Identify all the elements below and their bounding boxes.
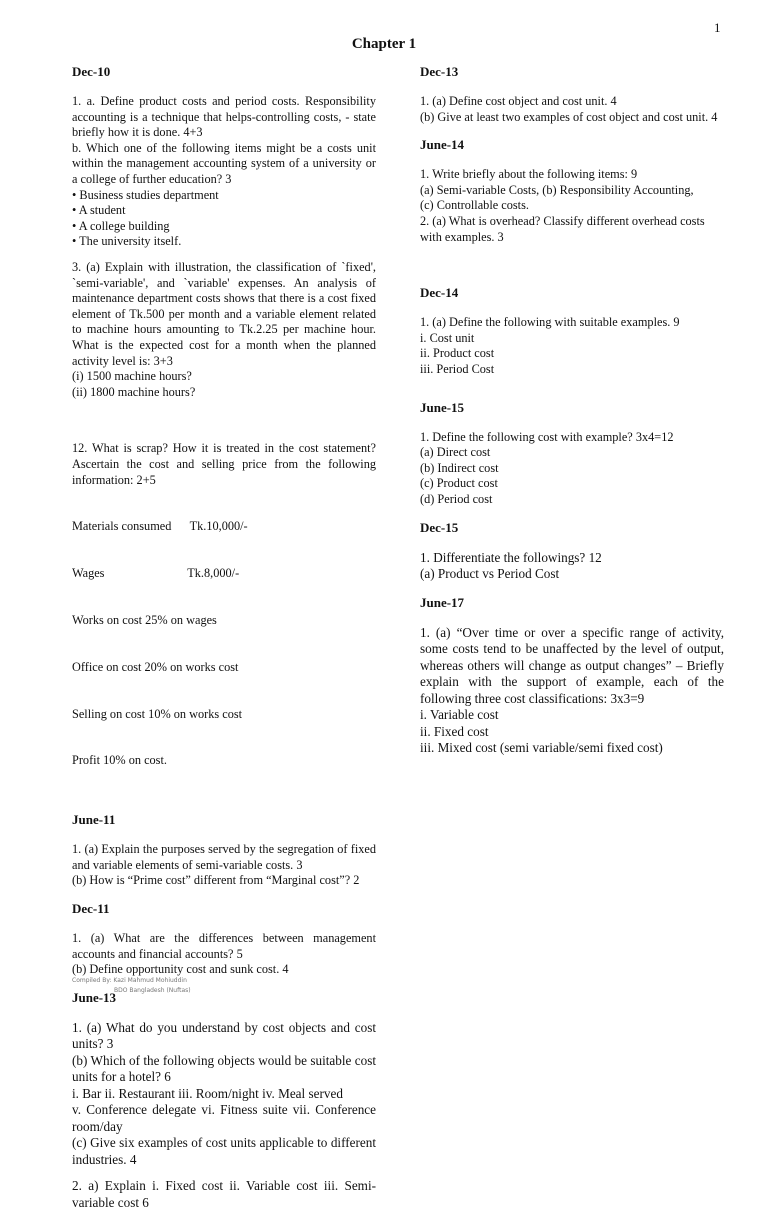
question-text: 1. (a) Define the following with suitable examples. 9 <box>420 315 680 330</box>
question-text: 1. Differentiate the followings? 12 <box>420 549 602 565</box>
question-text: (b) Give at least two examples of cost object and cost unit. 4 <box>420 109 718 124</box>
left-column <box>72 64 376 1223</box>
question-text: i. Bar ii. Restaurant iii. Room/night iv. Meal served <box>72 1085 343 1101</box>
question-block <box>420 625 724 757</box>
question-text: 2. a) Explain i. Fixed cost ii. Variable cost iii. Semi-variable cost 6 <box>72 1178 376 1210</box>
list-item: (a) Direct cost <box>420 445 491 460</box>
question-text: b. Which one of the following items might be a costs unit within the management accounting system of a university or a college of further education? 3 <box>72 140 376 186</box>
list-item: • The university itself. <box>72 234 182 249</box>
question-text: (ii) 1800 machine hours? <box>72 384 196 399</box>
question-block <box>420 430 724 508</box>
list-item: iii. Mixed cost (semi variable/semi fixed cost) <box>420 740 663 755</box>
section-heading: June-13 <box>72 989 117 1005</box>
section-heading: Dec-11 <box>72 900 110 916</box>
cost-item: Selling on cost 10% on works cost <box>72 706 243 721</box>
question-block <box>72 931 376 978</box>
question-block <box>72 1178 376 1211</box>
list-item: i. Variable cost <box>420 707 499 722</box>
question-block <box>72 410 376 800</box>
question-block <box>72 94 376 250</box>
list-item: ii. Fixed cost <box>420 723 489 739</box>
question-text: 3. (a) Explain with illustration, the classification of `fixed', `semi-variable', and `variable' expenses. An analysis of maintenance department costs shows that there is a cost fixed element of Tk.500 per month and a variable element related to machine hours amounting to Tk.2.25 per machine hour. What is the expected cost for a month when the planned activity level is: 3+3 <box>72 259 376 368</box>
question-text: (b) Which of the following objects would be suitable cost units for a hotel? 6 <box>72 1052 376 1085</box>
question-text: 1. (a) Define cost object and cost unit. 4 <box>420 94 617 108</box>
footer-line: Compiled By: Kazi Mahmud Mohiuddin <box>72 977 187 984</box>
question-text: 1. (a) “Over time or over a specific range of activity, some costs tend to be unaffected by the level of output, whereas others will change as output changes” – Briefly explain with the support of example, each of the following three cost classifications: 3x3=9 <box>420 624 724 706</box>
list-item: (c) Product cost <box>420 476 498 491</box>
question-text: (b) Define opportunity cost and sunk cost. 4 <box>72 962 289 977</box>
list-item: • A college building <box>72 218 170 233</box>
section-dec-15 <box>420 520 724 583</box>
list-item: (d) Period cost <box>420 491 493 506</box>
question-block <box>72 1020 376 1169</box>
question-text: 2. (a) What is overhead? Classify different overhead costs with examples. 3 <box>420 213 705 244</box>
list-item: • A student <box>72 203 126 218</box>
question-block <box>420 550 724 583</box>
section-dec-11 <box>72 901 376 978</box>
question-text: 1. (a) What do you understand by cost objects and cost units? 3 <box>72 1019 376 1052</box>
section-heading: June-17 <box>420 594 465 610</box>
page-number: 1 <box>714 20 721 35</box>
section-june-17 <box>420 595 724 757</box>
section-dec-13 <box>420 64 724 125</box>
section-heading: Dec-15 <box>420 519 459 535</box>
list-item: • Business studies department <box>72 187 219 202</box>
cost-item: Profit 10% on cost. <box>72 753 167 768</box>
question-text: (c) Give six examples of cost units applicable to different industries. 4 <box>72 1135 376 1167</box>
question-text: v. Conference delegate vi. Fitness suite vii. Conference room/day <box>72 1102 376 1134</box>
question-text: (i) 1500 machine hours? <box>72 369 192 384</box>
question-block <box>420 167 724 245</box>
section-heading: June-11 <box>72 812 116 828</box>
section-dec-10 <box>72 64 376 800</box>
section-heading: June-15 <box>420 399 465 415</box>
list-item: ii. Product cost <box>420 346 495 361</box>
list-item: (b) Indirect cost <box>420 460 499 475</box>
question-text: 1. (a) Explain the purposes served by the segregation of fixed and variable elements of semi-variable costs. 3 <box>72 842 376 872</box>
question-text: 1. a. Define product costs and period costs. Responsibility accounting is a technique that helps-controlling costs, - state briefly how it is done. 4+3 <box>72 94 376 140</box>
question-text: 1. Define the following cost with example? 3x4=12 <box>420 429 674 444</box>
section-heading: June-14 <box>420 137 465 153</box>
section-june-13 <box>72 990 376 1212</box>
footer-line: BDO Bangladesh (Nuftas) <box>114 987 191 994</box>
chapter-title: Chapter 1 <box>351 36 417 52</box>
question-text: (b) How is “Prime cost” different from “Marginal cost”? 2 <box>72 873 360 888</box>
section-heading: Dec-14 <box>420 285 459 301</box>
section-june-11 <box>72 812 376 889</box>
question-block <box>72 842 376 889</box>
question-text: 12. What is scrap? How it is treated in the cost statement? Ascertain the cost and selling price from the following information: 2+5 <box>72 441 376 487</box>
section-june-14 <box>420 137 724 245</box>
question-text: (a) Semi-variable Costs, (b) Responsibility Accounting, <box>420 182 694 197</box>
list-item: (a) Product vs Period Cost <box>420 566 560 581</box>
question-block <box>72 260 376 400</box>
question-text: 1. (a) What are the differences between management accounts and financial accounts? 5 <box>72 930 376 961</box>
question-block <box>420 94 724 125</box>
question-text: (c) Controllable costs. <box>420 198 529 213</box>
question-block <box>420 315 724 377</box>
list-item: i. Cost unit <box>420 330 475 345</box>
cost-item: Materials consumed Tk.10,000/- <box>72 519 248 534</box>
list-item: iii. Period Cost <box>420 361 495 376</box>
footer-credit <box>72 976 191 996</box>
cost-item: Office on cost 20% on works cost <box>72 659 239 674</box>
question-text: 1. Write briefly about the following items: 9 <box>420 167 638 182</box>
section-june-15 <box>420 400 724 508</box>
cost-item: Wages Tk.8,000/- <box>72 566 240 581</box>
section-heading: Dec-13 <box>420 64 459 79</box>
section-dec-14 <box>420 285 724 377</box>
right-column <box>420 64 724 769</box>
cost-item: Works on cost 25% on wages <box>72 613 217 627</box>
section-heading: Dec-10 <box>72 64 111 79</box>
